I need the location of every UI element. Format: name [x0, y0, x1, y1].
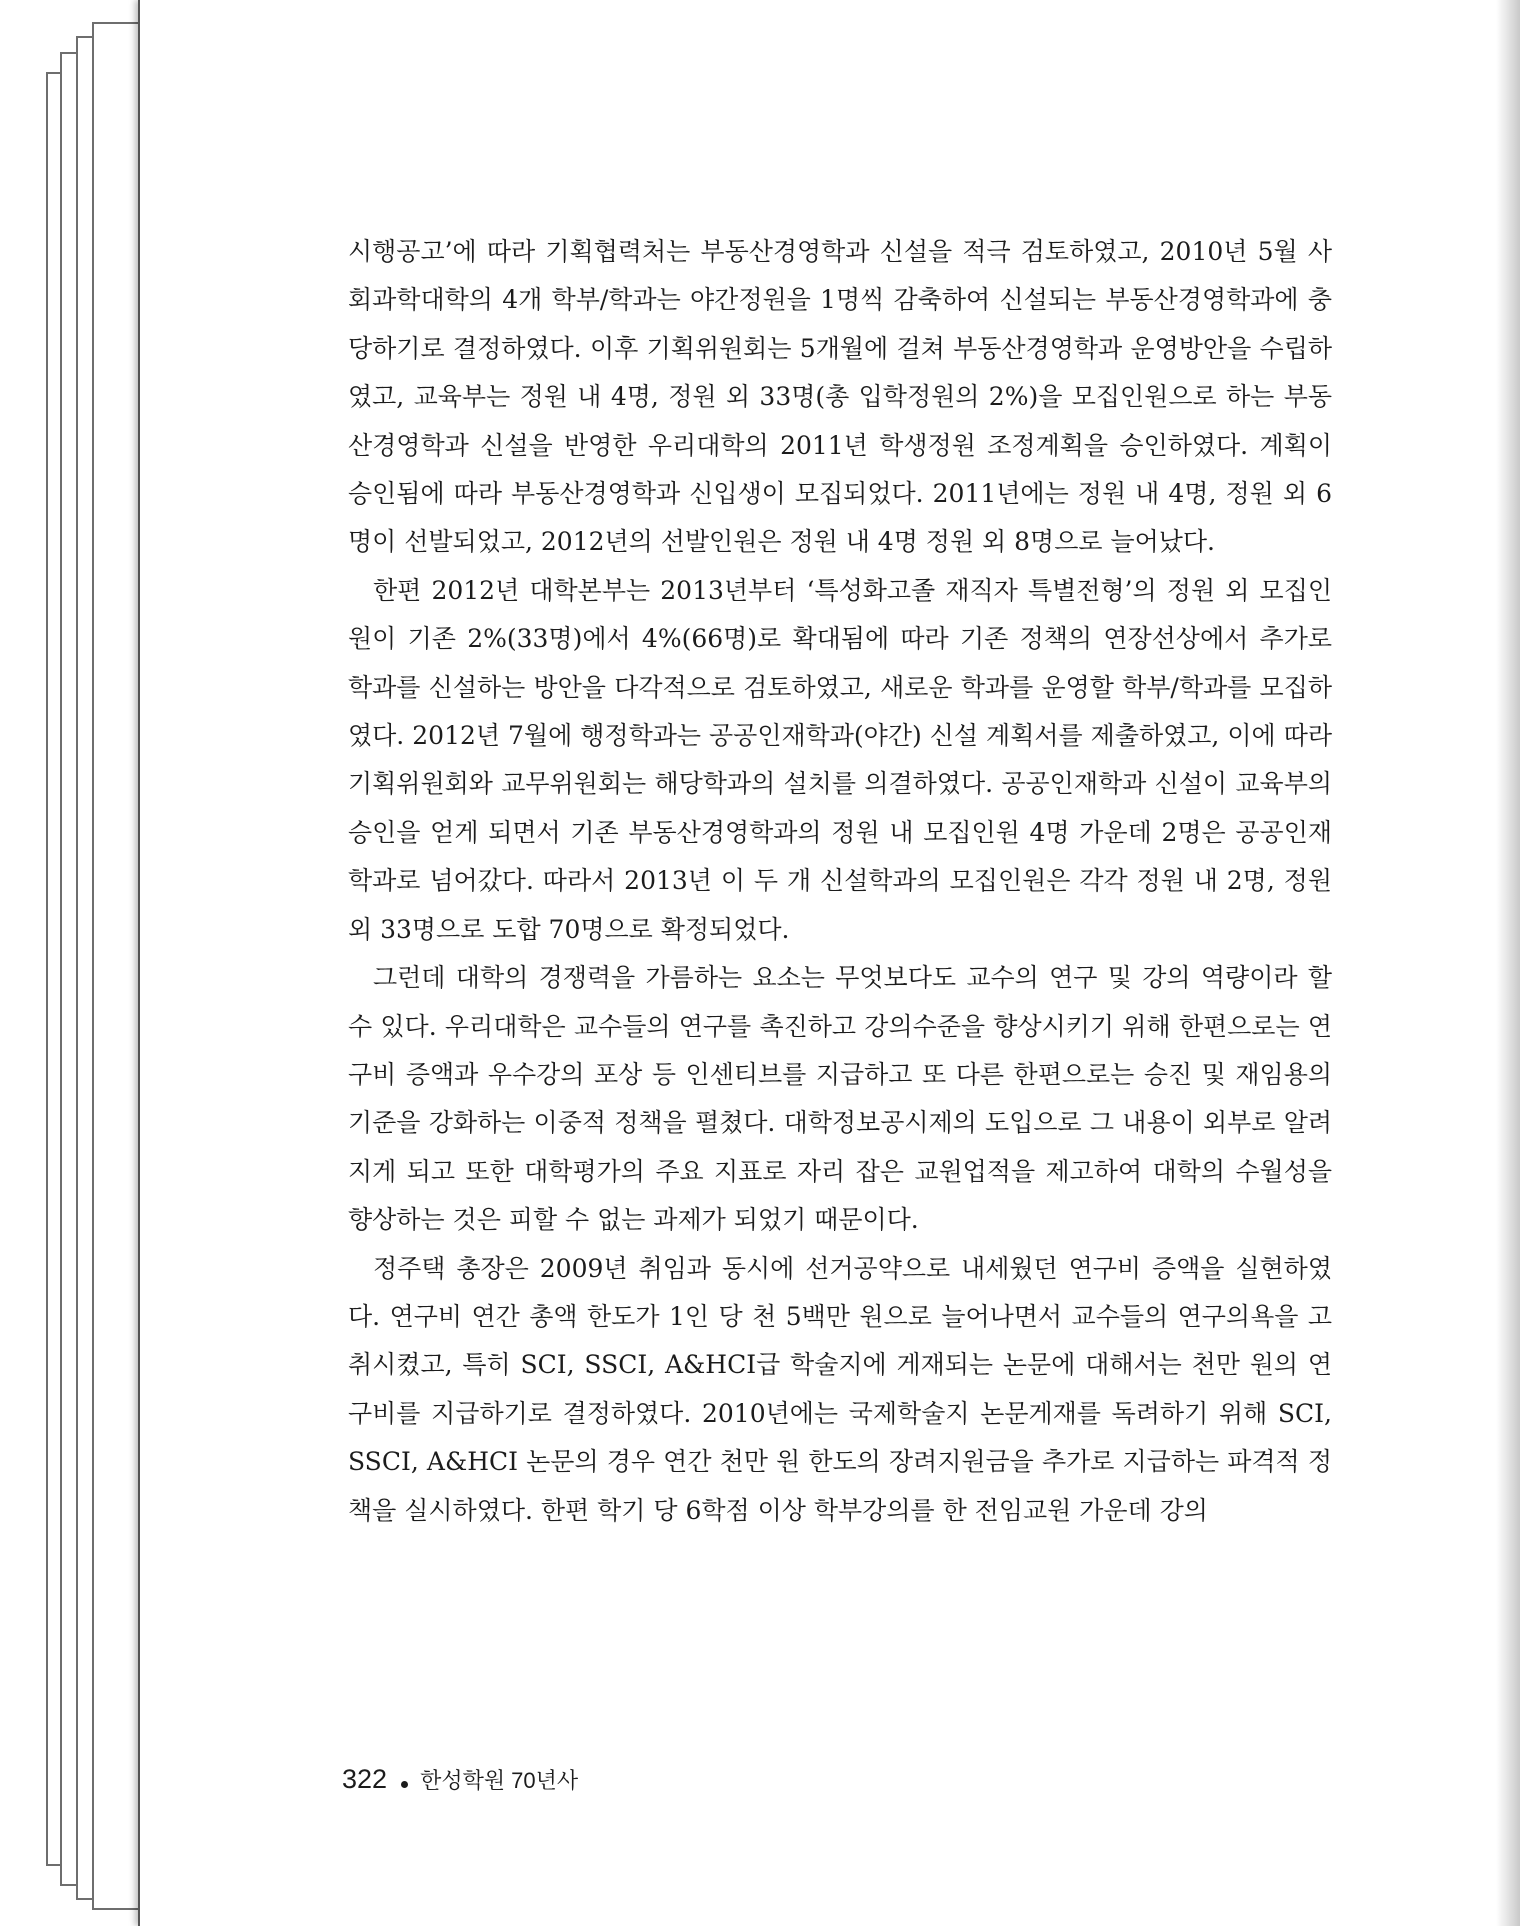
paragraph: 그런데 대학의 경쟁력을 가름하는 요소는 무엇보다도 교수의 연구 및 강의 역량이라 할 수 있다. 우리대학은 교수들의 연구를 촉진하고 강의수준을 향상시키기 위해 한편으로는 연구비 증액과 우수강의 포상 등 인센티브를 지급하고 또 다른 한편으로는 승진 및 재임용의 기준을 강화하는 이중적 정책을 펼쳤다. 대학정보공시제의 도입으로 그 내용이 외부로 알려지게 되고 또한 대학평가의 주요 지표로 자리 잡은 교원업적을 제고하여 대학의 수월성을 향상하는 것은 피할 수 없는 과제가 되었기 때문이다.	[348, 963, 1332, 1235]
paragraph: 한편 2012년 대학본부는 2013년부터 ‘특성화고졸 재직자 특별전형’의 정원 외 모집인원이 기존 2%(33명)에서 4%(66명)로 확대됨에 따라 기존 정책의 연장선상에서 추가로 학과를 신설하는 방안을 다각적으로 검토하였고, 새로운 학과를 운영할 학부/학과를 모집하였다. 2012년 7월에 행정학과는 공공인재학과(야간) 신설 계획서를 제출하였고, 이에 따라 기획위원회와 교무위원회는 해당학과의 설치를 의결하였다. 공공인재학과 신설이 교육부의 승인을 얻게 되면서 기존 부동산경영학과의 정원 내 모집인원 4명 가운데 2명은 공공인재학과로 넘어갔다. 따라서 2013년 이 두 개 신설학과의 모집인원은 각각 정원 내 2명, 정원 외 33명으로 도합 70명으로 확정되었다.	[348, 575, 1332, 944]
paragraph: 시행공고’에 따라 기획협력처는 부동산경영학과 신설을 적극 검토하였고, 2010년 5월 사회과학대학의 4개 학부/학과는 야간정원을 1명씩 감축하여 신설되는 부동산경영학과에 충당하기로 결정하였다. 이후 기획위원회는 5개월에 걸쳐 부동산경영학과 운영방안을 수립하였고, 교육부는 정원 내 4명, 정원 외 33명(총 입학정원의 2%)을 모집인원으로 하는 부동산경영학과 신설을 반영한 우리대학의 2011년 학생정원 조정계획을 승인하였다. 계획이 승인됨에 따라 부동산경영학과 신입생이 모집되었다. 2011년에는 정원 내 4명, 정원 외 6명이 선발되었고, 2012년의 선발인원은 정원 내 4명 정원 외 8명으로 늘어났다.	[348, 237, 1332, 557]
body-text	[348, 228, 1332, 1535]
page-shadow	[1496, 0, 1520, 1926]
paragraph: 정주택 총장은 2009년 취임과 동시에 선거공약으로 내세웠던 연구비 증액을 실현하였다. 연구비 연간 총액 한도가 1인 당 천 5백만 원으로 늘어나면서 교수들의 연구의욕을 고취시켰고, 특히 SCI, SSCI, A&HCI급 학술지에 게재되는 논문에 대해서는 천만 원의 연구비를 지급하기로 결정하였다. 2010년에는 국제학술지 논문게재를 독려하기 위해 SCI, SSCI, A&HCI 논문의 경우 연간 천만 원 한도의 장려지원금을 추가로 지급하는 파격적 정책을 실시하였다. 한편 학기 당 6학점 이상 학부강의를 한 전임교원 가운데 강의	[348, 1253, 1332, 1525]
page-number: 322	[342, 1764, 388, 1794]
page-footer	[342, 1764, 578, 1795]
book-title: 한성학원 70년사	[420, 1768, 579, 1793]
bullet-icon	[401, 1781, 408, 1788]
